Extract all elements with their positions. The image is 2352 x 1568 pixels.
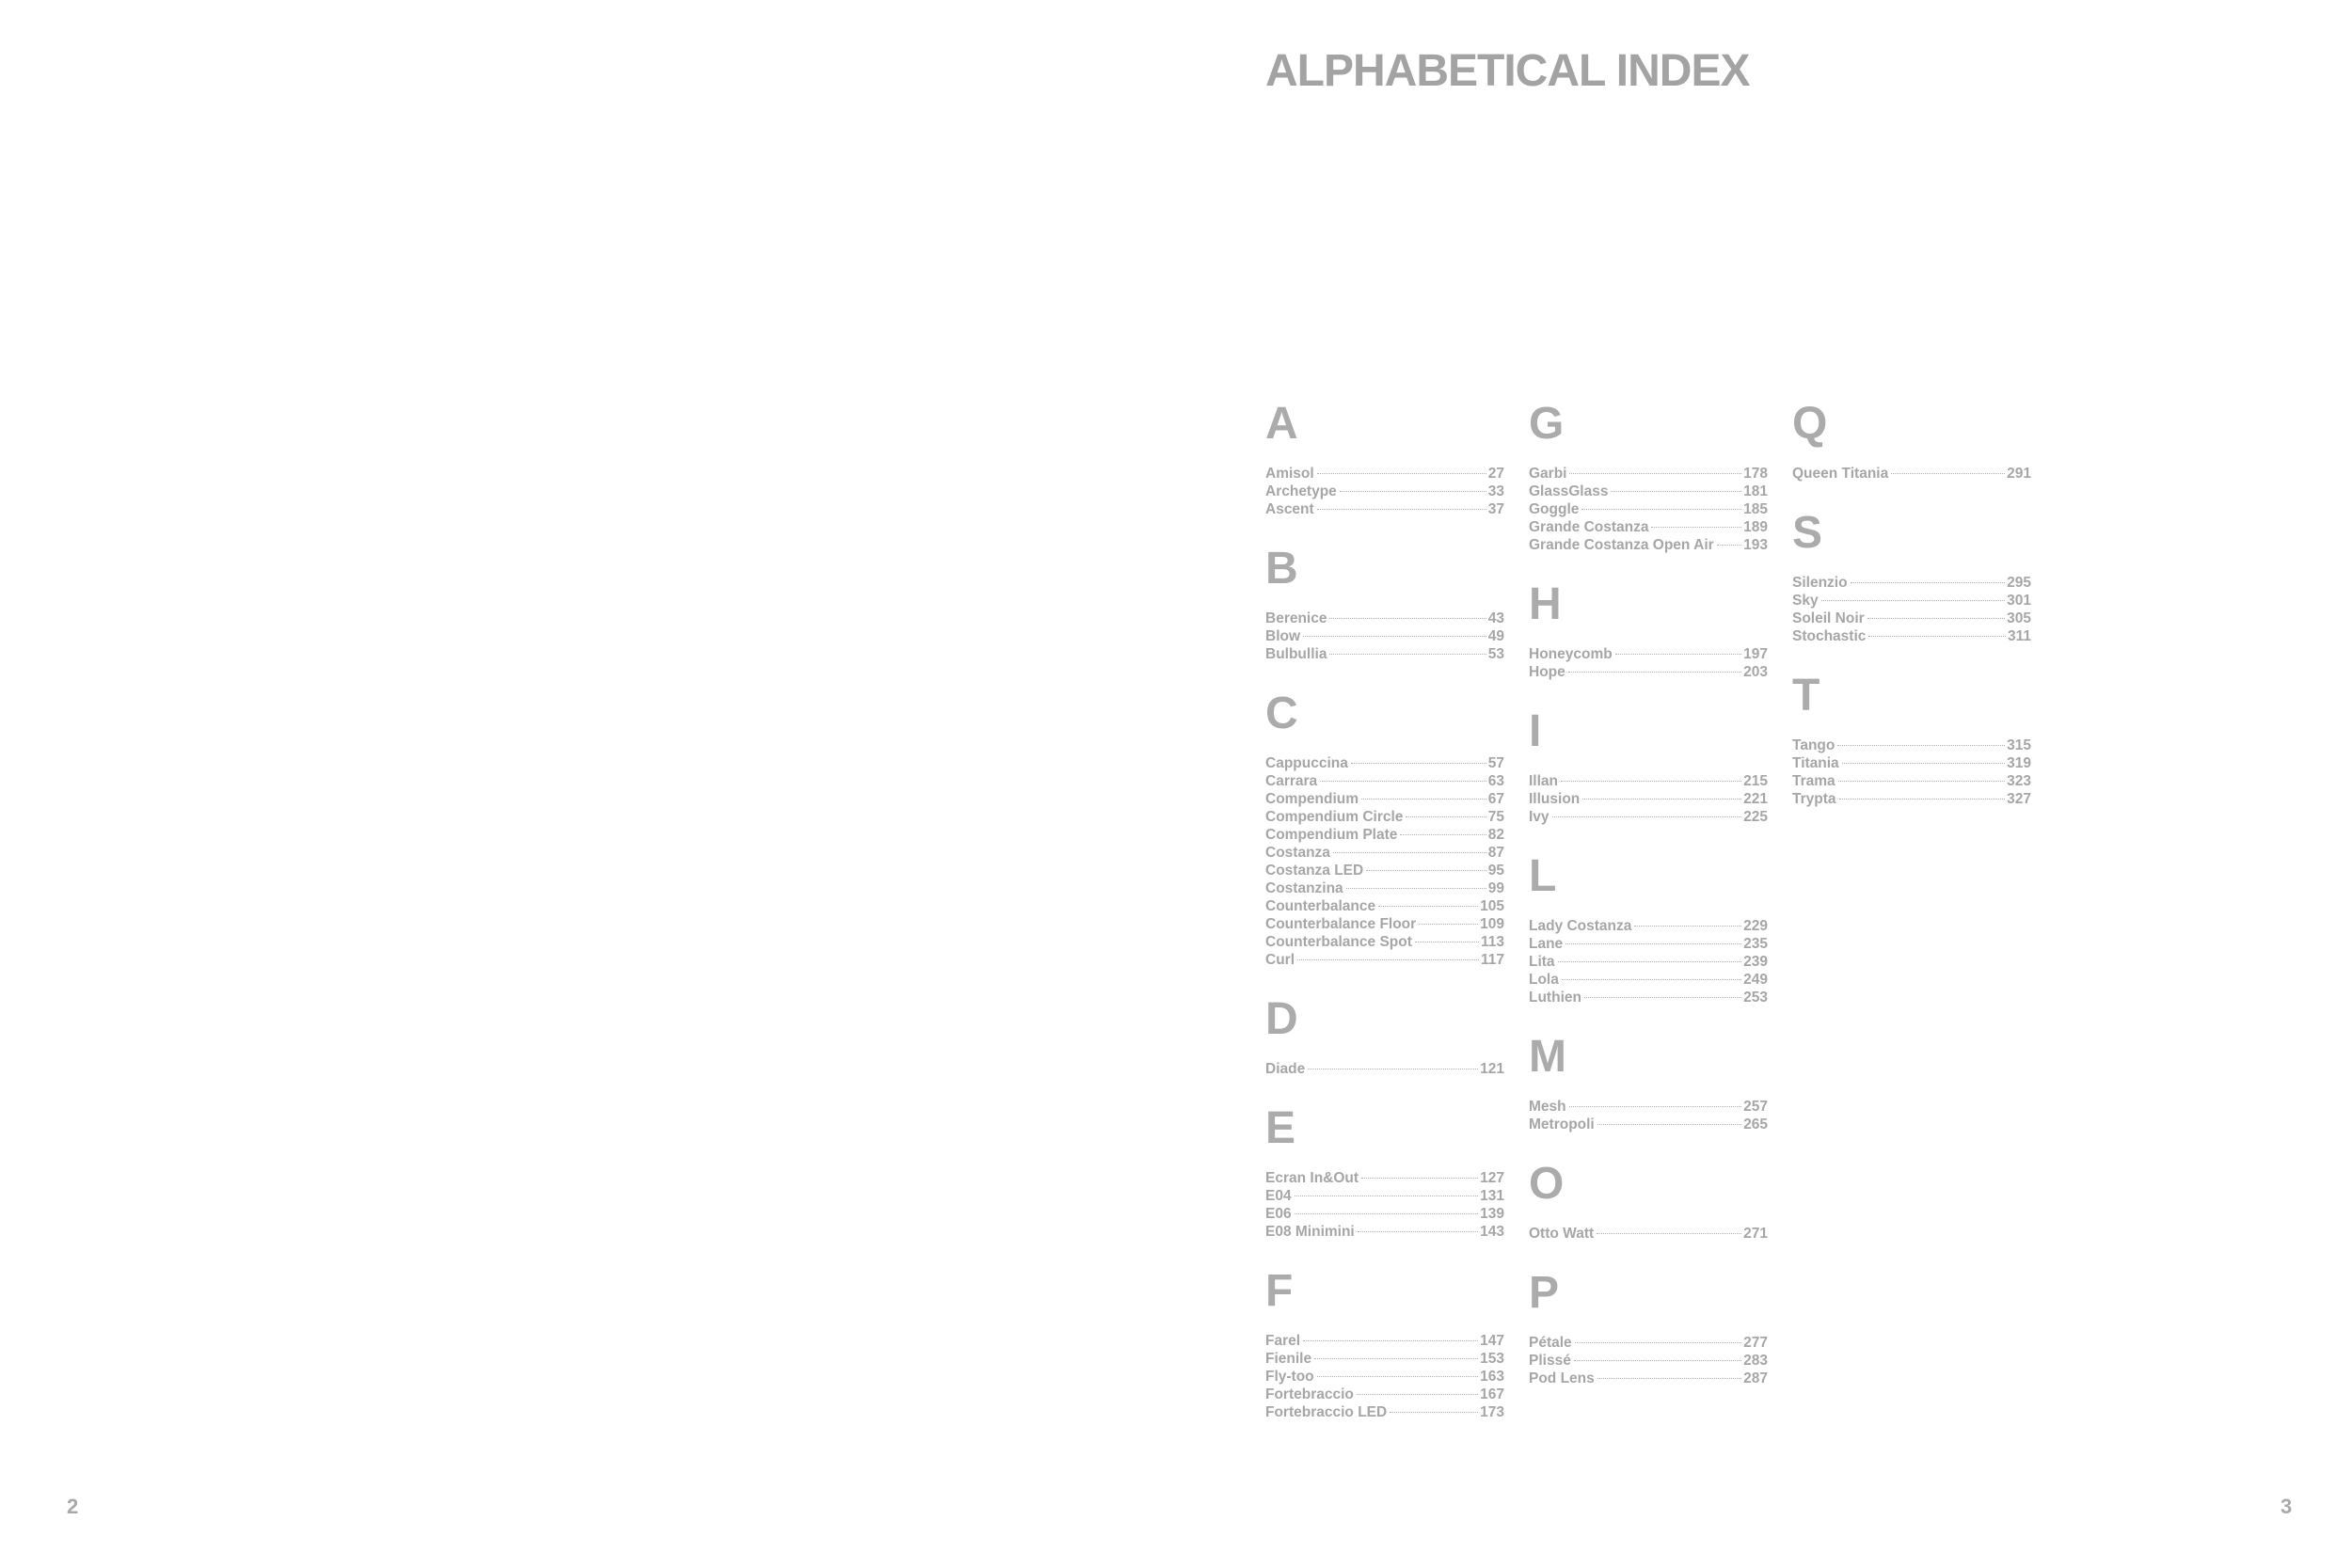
dot-leader — [1329, 618, 1486, 619]
page-number-right: 3 — [2280, 1495, 2293, 1518]
dot-leader — [1867, 618, 2005, 619]
index-entry — [1792, 772, 2031, 790]
entry-page-number: 235 — [1743, 936, 1768, 952]
entry-page-number: 153 — [1480, 1351, 1504, 1367]
letter-heading: S — [1792, 508, 1823, 558]
entry-page-number: 33 — [1487, 483, 1504, 499]
entry-list — [1792, 736, 2031, 808]
index-entry — [1265, 1187, 1504, 1205]
dot-leader — [1357, 1394, 1478, 1395]
index-entry — [1792, 592, 2031, 610]
entry-page-number: 82 — [1487, 827, 1504, 843]
entry-list — [1529, 645, 1768, 681]
index-entry — [1792, 736, 2031, 754]
entry-name: Plissé — [1529, 1353, 1571, 1369]
index-entry — [1265, 1060, 1504, 1078]
index-entry — [1792, 754, 2031, 772]
dot-leader — [1361, 1178, 1478, 1179]
entry-list — [1265, 465, 1504, 518]
entry-name: Grande Costanza — [1529, 519, 1649, 535]
dot-leader — [1634, 926, 1741, 927]
dot-leader — [1406, 816, 1486, 817]
letter-heading: G — [1529, 399, 1565, 449]
dot-leader — [1851, 582, 2006, 583]
index-entry — [1265, 915, 1504, 933]
index-entry — [1265, 826, 1504, 844]
entry-name: Fortebraccio LED — [1265, 1404, 1388, 1420]
entry-page-number: 143 — [1480, 1224, 1504, 1240]
entry-name: Trypta — [1792, 791, 1836, 807]
entry-name: Metropoli — [1529, 1117, 1595, 1132]
dot-leader — [1582, 799, 1741, 800]
entry-list — [1529, 1334, 1768, 1387]
dot-leader — [1361, 799, 1486, 800]
letter-heading: E — [1265, 1103, 1296, 1153]
entry-name: Bulbullia — [1265, 646, 1327, 662]
entry-list — [1792, 574, 2031, 645]
dot-leader — [1565, 943, 1741, 944]
entry-name: Ascent — [1265, 501, 1314, 517]
letter-group — [1792, 672, 2031, 808]
entry-page-number: 311 — [2007, 628, 2031, 644]
index-entry — [1529, 1352, 1768, 1370]
entry-name: Amisol — [1265, 466, 1314, 482]
entry-page-number: 53 — [1487, 646, 1504, 662]
index-entry — [1265, 1169, 1504, 1187]
entry-name: Archetype — [1265, 483, 1337, 499]
index-entry — [1265, 951, 1504, 969]
entry-name: E08 Minimini — [1265, 1224, 1355, 1240]
entry-name: Illan — [1529, 773, 1559, 789]
entry-name: Honeycomb — [1529, 646, 1613, 662]
letter-group — [1529, 400, 1768, 554]
letter-heading: P — [1529, 1268, 1560, 1318]
entry-page-number: 319 — [2007, 755, 2031, 771]
entry-name: Titania — [1792, 755, 1839, 771]
entry-name: Stochastic — [1792, 628, 1867, 644]
entry-list — [1529, 772, 1768, 826]
dot-leader — [1317, 473, 1486, 474]
entry-name: Ivy — [1529, 809, 1549, 825]
entry-page-number: 295 — [2007, 575, 2031, 591]
entry-page-number: 27 — [1487, 466, 1504, 482]
entry-page-number: 287 — [1743, 1370, 1768, 1386]
index-entry — [1792, 610, 2031, 627]
letter-group — [1265, 545, 1504, 663]
index-entry — [1265, 772, 1504, 790]
dot-leader — [1552, 816, 1742, 817]
dot-leader — [1297, 959, 1479, 960]
dot-leader — [1868, 636, 2006, 637]
entry-page-number: 221 — [1743, 791, 1768, 807]
index-entry — [1529, 1098, 1768, 1116]
entry-page-number: 265 — [1743, 1117, 1768, 1132]
entry-page-number: 253 — [1743, 990, 1768, 1006]
entry-page-number: 277 — [1743, 1335, 1768, 1351]
entry-name: Compendium Circle — [1265, 809, 1404, 825]
entry-page-number: 67 — [1487, 791, 1504, 807]
entry-page-number: 57 — [1487, 755, 1504, 771]
entry-page-number: 193 — [1743, 537, 1768, 553]
entry-name: Fortebraccio — [1265, 1386, 1354, 1402]
entry-name: Costanzina — [1265, 880, 1343, 896]
entry-page-number: 37 — [1487, 501, 1504, 517]
entry-page-number: 87 — [1487, 845, 1504, 861]
entry-page-number: 113 — [1480, 934, 1504, 950]
entry-name: Lane — [1529, 936, 1564, 952]
entry-page-number: 127 — [1480, 1170, 1504, 1186]
entry-page-number: 163 — [1480, 1369, 1504, 1385]
entry-page-number: 49 — [1487, 628, 1504, 644]
index-entry — [1265, 933, 1504, 951]
index-entry — [1265, 808, 1504, 826]
entry-page-number: 43 — [1487, 610, 1504, 626]
dot-leader — [1651, 527, 1741, 528]
entry-list — [1529, 465, 1768, 554]
index-entry — [1265, 1205, 1504, 1223]
letter-group — [1529, 1269, 1768, 1387]
entry-page-number: 215 — [1743, 773, 1768, 789]
entry-page-number: 117 — [1480, 952, 1504, 968]
entry-list — [1265, 1169, 1504, 1241]
dot-leader — [1891, 473, 2005, 474]
entry-name: Silenzio — [1792, 575, 1848, 591]
dot-leader — [1358, 1231, 1478, 1232]
letter-group — [1265, 1267, 1504, 1421]
letter-group — [1792, 509, 2031, 645]
entry-name: Goggle — [1529, 501, 1580, 517]
entry-name: Lola — [1529, 972, 1559, 988]
entry-page-number: 305 — [2007, 610, 2031, 626]
index-entry — [1265, 610, 1504, 627]
entry-page-number: 291 — [2007, 466, 2031, 482]
dot-leader — [1295, 1213, 1479, 1214]
index-entry — [1529, 483, 1768, 500]
entry-name: Compendium — [1265, 791, 1359, 807]
index-column-3 — [1792, 400, 2031, 834]
index-entry — [1265, 1386, 1504, 1403]
entry-page-number: 239 — [1743, 954, 1768, 970]
index-entry — [1529, 917, 1768, 935]
entry-name: Ecran In&Out — [1265, 1170, 1359, 1186]
index-entry — [1265, 1368, 1504, 1386]
entry-page-number: 173 — [1480, 1404, 1504, 1420]
entry-name: Hope — [1529, 664, 1565, 680]
entry-name: Soleil Noir — [1792, 610, 1865, 626]
entry-page-number: 257 — [1743, 1099, 1768, 1115]
dot-leader — [1390, 1412, 1478, 1413]
index-entry — [1529, 772, 1768, 790]
dot-leader — [1419, 924, 1478, 925]
letter-heading: D — [1265, 994, 1298, 1044]
entry-list — [1265, 610, 1504, 663]
letter-group — [1265, 400, 1504, 518]
index-entry — [1265, 754, 1504, 772]
index-entry — [1265, 1350, 1504, 1368]
entry-page-number: 99 — [1487, 880, 1504, 896]
entry-name: Farel — [1265, 1333, 1301, 1349]
entry-page-number: 131 — [1480, 1188, 1504, 1204]
index-entry — [1265, 879, 1504, 897]
letter-heading: F — [1265, 1266, 1294, 1316]
entry-name: Compendium Plate — [1265, 827, 1398, 843]
letter-heading: H — [1529, 579, 1562, 629]
dot-leader — [1366, 870, 1486, 871]
dot-leader — [1329, 654, 1486, 655]
entry-name: Tango — [1792, 737, 1836, 753]
entry-name: Grande Costanza Open Air — [1529, 537, 1714, 553]
entry-name: Cappuccina — [1265, 755, 1348, 771]
entry-name: Pétale — [1529, 1335, 1572, 1351]
entry-name: Costanza LED — [1265, 863, 1364, 879]
dot-leader — [1581, 509, 1741, 510]
entry-page-number: 327 — [2007, 791, 2031, 807]
index-entry — [1265, 844, 1504, 862]
entry-page-number: 323 — [2007, 773, 2031, 789]
index-entry — [1792, 627, 2031, 645]
entry-name: Illusion — [1529, 791, 1581, 807]
index-entry — [1792, 790, 2031, 808]
letter-group — [1792, 400, 2031, 483]
letter-group — [1265, 995, 1504, 1078]
index-entry — [1529, 808, 1768, 826]
dot-leader — [1838, 781, 2005, 782]
entry-name: Fly-too — [1265, 1369, 1314, 1385]
entry-page-number: 121 — [1480, 1061, 1504, 1077]
letter-heading: M — [1529, 1032, 1566, 1082]
index-entry — [1529, 1370, 1768, 1387]
entry-name: Counterbalance Spot — [1265, 934, 1412, 950]
dot-leader — [1584, 997, 1741, 998]
entry-page-number: 75 — [1487, 809, 1504, 825]
entry-name: Berenice — [1265, 610, 1327, 626]
dot-leader — [1340, 491, 1486, 492]
entry-name: Lady Costanza — [1529, 918, 1632, 934]
entry-page-number: 271 — [1743, 1226, 1768, 1242]
entry-name: Otto Watt — [1529, 1226, 1595, 1242]
dot-leader — [1317, 1376, 1478, 1377]
letter-heading: Q — [1792, 399, 1828, 449]
index-entry — [1265, 897, 1504, 915]
entry-page-number: 249 — [1743, 972, 1768, 988]
dot-leader — [1303, 1340, 1478, 1341]
index-entry — [1529, 518, 1768, 536]
letter-group — [1529, 707, 1768, 826]
index-entry — [1265, 790, 1504, 808]
entry-name: Queen Titania — [1792, 466, 1889, 482]
dot-leader — [1562, 979, 1741, 980]
dot-leader — [1561, 781, 1741, 782]
index-entry — [1529, 1334, 1768, 1352]
index-entry — [1529, 989, 1768, 1006]
index-entry — [1792, 574, 2031, 592]
index-entry — [1529, 1116, 1768, 1133]
letter-heading: B — [1265, 544, 1298, 594]
dot-leader — [1569, 473, 1741, 474]
entry-page-number: 283 — [1743, 1353, 1768, 1369]
entry-name: Mesh — [1529, 1099, 1566, 1115]
dot-leader — [1597, 1378, 1741, 1379]
dot-leader — [1558, 961, 1742, 962]
entry-page-number: 105 — [1480, 898, 1504, 914]
dot-leader — [1568, 672, 1741, 673]
entry-name: Trama — [1792, 773, 1836, 789]
index-entry — [1529, 971, 1768, 989]
index-entry — [1265, 483, 1504, 500]
entry-name: Pod Lens — [1529, 1370, 1595, 1386]
index-entry — [1529, 953, 1768, 971]
entry-list — [1265, 754, 1504, 969]
letter-group — [1265, 689, 1504, 969]
entry-name: Curl — [1265, 952, 1295, 968]
entry-name: Blow — [1265, 628, 1301, 644]
entry-name: Diade — [1265, 1061, 1306, 1077]
entry-name: Lita — [1529, 954, 1555, 970]
index-entry — [1529, 790, 1768, 808]
dot-leader — [1717, 545, 1741, 546]
page-number-left: 2 — [67, 1495, 79, 1518]
index-entry — [1265, 500, 1504, 518]
dot-leader — [1303, 636, 1486, 637]
entry-page-number: 203 — [1743, 664, 1768, 680]
entry-page-number: 178 — [1743, 466, 1768, 482]
entry-page-number: 95 — [1487, 863, 1504, 879]
index-entry — [1265, 1223, 1504, 1241]
letter-group — [1529, 1160, 1768, 1243]
index-entry — [1265, 1403, 1504, 1421]
entry-list — [1265, 1060, 1504, 1078]
dot-leader — [1314, 1358, 1478, 1359]
entry-page-number: 229 — [1743, 918, 1768, 934]
dot-leader — [1821, 600, 2006, 601]
dot-leader — [1569, 1106, 1742, 1107]
index-entry — [1265, 645, 1504, 663]
entry-page-number: 225 — [1743, 809, 1768, 825]
letter-heading: O — [1529, 1159, 1565, 1209]
index-entry — [1265, 1332, 1504, 1350]
index-entry — [1529, 645, 1768, 663]
letter-heading: C — [1265, 689, 1298, 738]
entry-list — [1529, 1098, 1768, 1133]
index-entry — [1529, 1225, 1768, 1243]
dot-leader — [1574, 1360, 1741, 1361]
entry-page-number: 139 — [1480, 1206, 1504, 1222]
entry-name: E04 — [1265, 1188, 1292, 1204]
entry-page-number: 301 — [2007, 593, 2031, 609]
letter-group — [1529, 1033, 1768, 1133]
entry-page-number: 185 — [1743, 501, 1768, 517]
entry-list — [1265, 1332, 1504, 1421]
entry-name: Sky — [1792, 593, 1819, 609]
entry-name: Carrara — [1265, 773, 1318, 789]
entry-name: GlassGlass — [1529, 483, 1609, 499]
dot-leader — [1842, 763, 2005, 764]
dot-leader — [1333, 852, 1486, 853]
dot-leader — [1597, 1124, 1741, 1125]
entry-name: Luthien — [1529, 990, 1581, 1006]
index-column-1 — [1265, 400, 1504, 1448]
entry-page-number: 197 — [1743, 646, 1768, 662]
index-entry — [1265, 627, 1504, 645]
entry-page-number: 315 — [2007, 737, 2031, 753]
page-title: ALPHABETICAL INDEX — [1265, 46, 1750, 96]
index-entry — [1792, 465, 2031, 483]
index-entry — [1529, 935, 1768, 953]
dot-leader — [1378, 906, 1478, 907]
dot-leader — [1839, 799, 2006, 800]
dot-leader — [1317, 509, 1486, 510]
dot-leader — [1346, 888, 1486, 889]
entry-page-number: 189 — [1743, 519, 1768, 535]
dot-leader — [1611, 491, 1741, 492]
index-entry — [1529, 536, 1768, 554]
index-entry — [1265, 862, 1504, 879]
entry-name: Counterbalance — [1265, 898, 1376, 914]
dot-leader — [1615, 654, 1741, 655]
entry-name: Fienile — [1265, 1351, 1312, 1367]
dot-leader — [1837, 745, 2005, 746]
entry-page-number: 63 — [1487, 773, 1504, 789]
entry-page-number: 167 — [1480, 1386, 1504, 1402]
letter-heading: L — [1529, 851, 1557, 901]
entry-name: Garbi — [1529, 466, 1567, 482]
index-entry — [1529, 500, 1768, 518]
letter-heading: I — [1529, 706, 1542, 756]
entry-name: E06 — [1265, 1206, 1292, 1222]
entry-page-number: 181 — [1743, 483, 1768, 499]
dot-leader — [1597, 1233, 1741, 1234]
dot-leader — [1400, 834, 1486, 835]
index-entry — [1529, 465, 1768, 483]
entry-name: Counterbalance Floor — [1265, 916, 1417, 932]
entry-name: Costanza — [1265, 845, 1330, 861]
letter-group — [1529, 852, 1768, 1006]
index-entry — [1265, 465, 1504, 483]
letter-heading: A — [1265, 399, 1298, 449]
dot-leader — [1351, 763, 1486, 764]
dot-leader — [1320, 781, 1486, 782]
dot-leader — [1575, 1342, 1741, 1343]
index-column-2 — [1529, 400, 1768, 1414]
entry-page-number: 147 — [1480, 1333, 1504, 1349]
index-entry — [1529, 663, 1768, 681]
entry-list — [1529, 917, 1768, 1006]
letter-group — [1529, 580, 1768, 681]
letter-group — [1265, 1104, 1504, 1241]
entry-list — [1529, 1225, 1768, 1243]
entry-page-number: 109 — [1480, 916, 1504, 932]
letter-heading: T — [1792, 671, 1820, 721]
entry-list — [1792, 465, 2031, 483]
